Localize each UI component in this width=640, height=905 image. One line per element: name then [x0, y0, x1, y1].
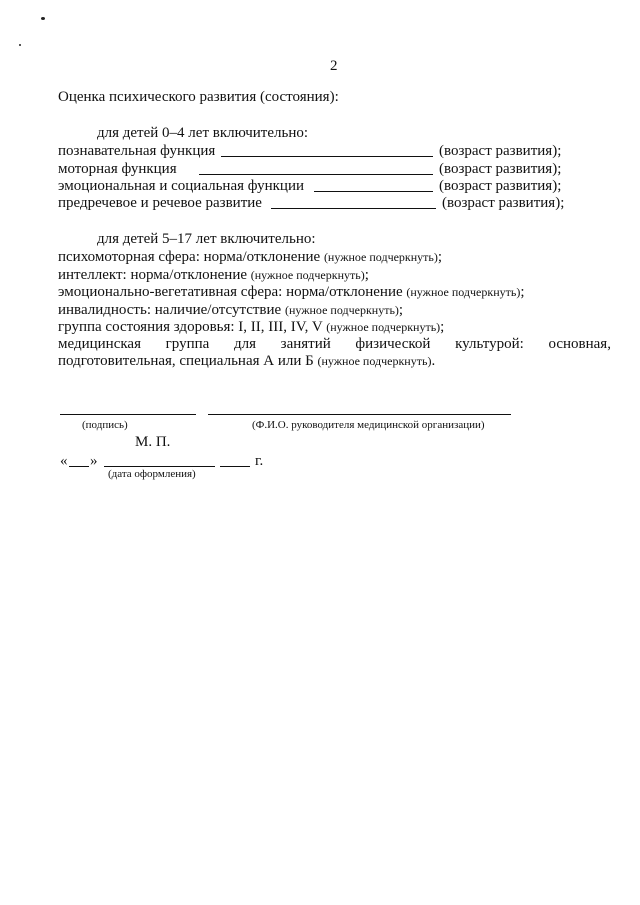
- date-month-line: [104, 466, 215, 467]
- date-close-quote: »: [90, 453, 98, 469]
- status-line: [58, 266, 369, 284]
- date-caption: (дата оформления): [108, 468, 196, 480]
- underline-note: (нужное подчеркнуть): [326, 320, 441, 334]
- fill-in-line: [199, 174, 433, 175]
- group-0-4-title: для детей 0–4 лет включительно:: [97, 125, 309, 141]
- year-suffix: г.: [255, 453, 264, 469]
- fill-in-line: [314, 191, 433, 192]
- word: занятий: [280, 336, 331, 352]
- line-end: ;: [398, 302, 404, 318]
- status-text: психомоторная сфера: норма/отклонение: [58, 249, 321, 265]
- fill-in-line: [221, 156, 433, 157]
- word: медицинская: [58, 336, 141, 352]
- line-end: ;: [437, 249, 443, 265]
- line-end: ;: [520, 284, 525, 300]
- medical-group-line: [58, 335, 611, 353]
- row-suffix: (возраст развития);: [439, 178, 562, 194]
- fio-caption: (Ф.И.О. руководителя медицинской организации): [252, 419, 485, 431]
- line-end: ;: [364, 267, 369, 283]
- group-5-17-title: для детей 5–17 лет включительно:: [97, 231, 316, 247]
- row-suffix: (возраст развития);: [442, 195, 565, 211]
- underline-note: (нужное подчеркнуть): [317, 354, 432, 368]
- underline-note: (нужное подчеркнуть): [250, 268, 365, 282]
- status-line: [58, 301, 403, 319]
- row-label: познавательная функция: [58, 143, 216, 159]
- scan-speck: [41, 17, 45, 20]
- word: для: [233, 336, 256, 352]
- underline-note: (нужное подчеркнуть): [406, 285, 521, 299]
- fill-in-line: [271, 208, 436, 209]
- date-open-quote: «: [60, 453, 68, 469]
- status-text: эмоционально-вегетативная сфера: норма/отклонение: [58, 284, 403, 300]
- date-year-line: [220, 466, 250, 467]
- scan-speck: [19, 44, 21, 46]
- status-line: [58, 248, 442, 266]
- date-day-line: [69, 466, 89, 467]
- status-text: инвалидность: наличие/отсутствие: [58, 302, 282, 318]
- row-suffix: (возраст развития);: [439, 161, 562, 177]
- medical-options: подготовительная, специальная А или Б: [58, 353, 314, 369]
- line-end: .: [431, 353, 436, 369]
- status-line: [58, 318, 444, 336]
- fio-line: [208, 414, 511, 415]
- section-heading: Оценка психического развития (состояния):: [58, 89, 339, 105]
- underline-note: (нужное подчеркнуть): [284, 303, 399, 317]
- stamp-place: М. П.: [135, 434, 171, 450]
- status-text: группа состояния здоровья: I, II, III, IV, V: [58, 319, 323, 335]
- status-line: [58, 283, 525, 301]
- word: группа: [165, 336, 210, 352]
- row-label: предречевое и речевое развитие: [58, 195, 262, 211]
- medical-group-line-2: [58, 352, 435, 370]
- row-label: эмоциональная и социальная функции: [58, 178, 305, 194]
- underline-note: (нужное подчеркнуть): [323, 250, 438, 264]
- signature-caption: (подпись): [82, 419, 128, 431]
- word: культурой:: [455, 336, 524, 352]
- word: основная,: [548, 336, 611, 352]
- line-end: ;: [440, 319, 445, 335]
- signature-line: [60, 414, 196, 415]
- status-text: интеллект: норма/отклонение: [58, 267, 248, 283]
- page-number: 2: [330, 58, 338, 74]
- row-suffix: (возраст развития);: [439, 143, 562, 159]
- row-label: моторная функция: [58, 161, 177, 177]
- word: физической: [355, 336, 431, 352]
